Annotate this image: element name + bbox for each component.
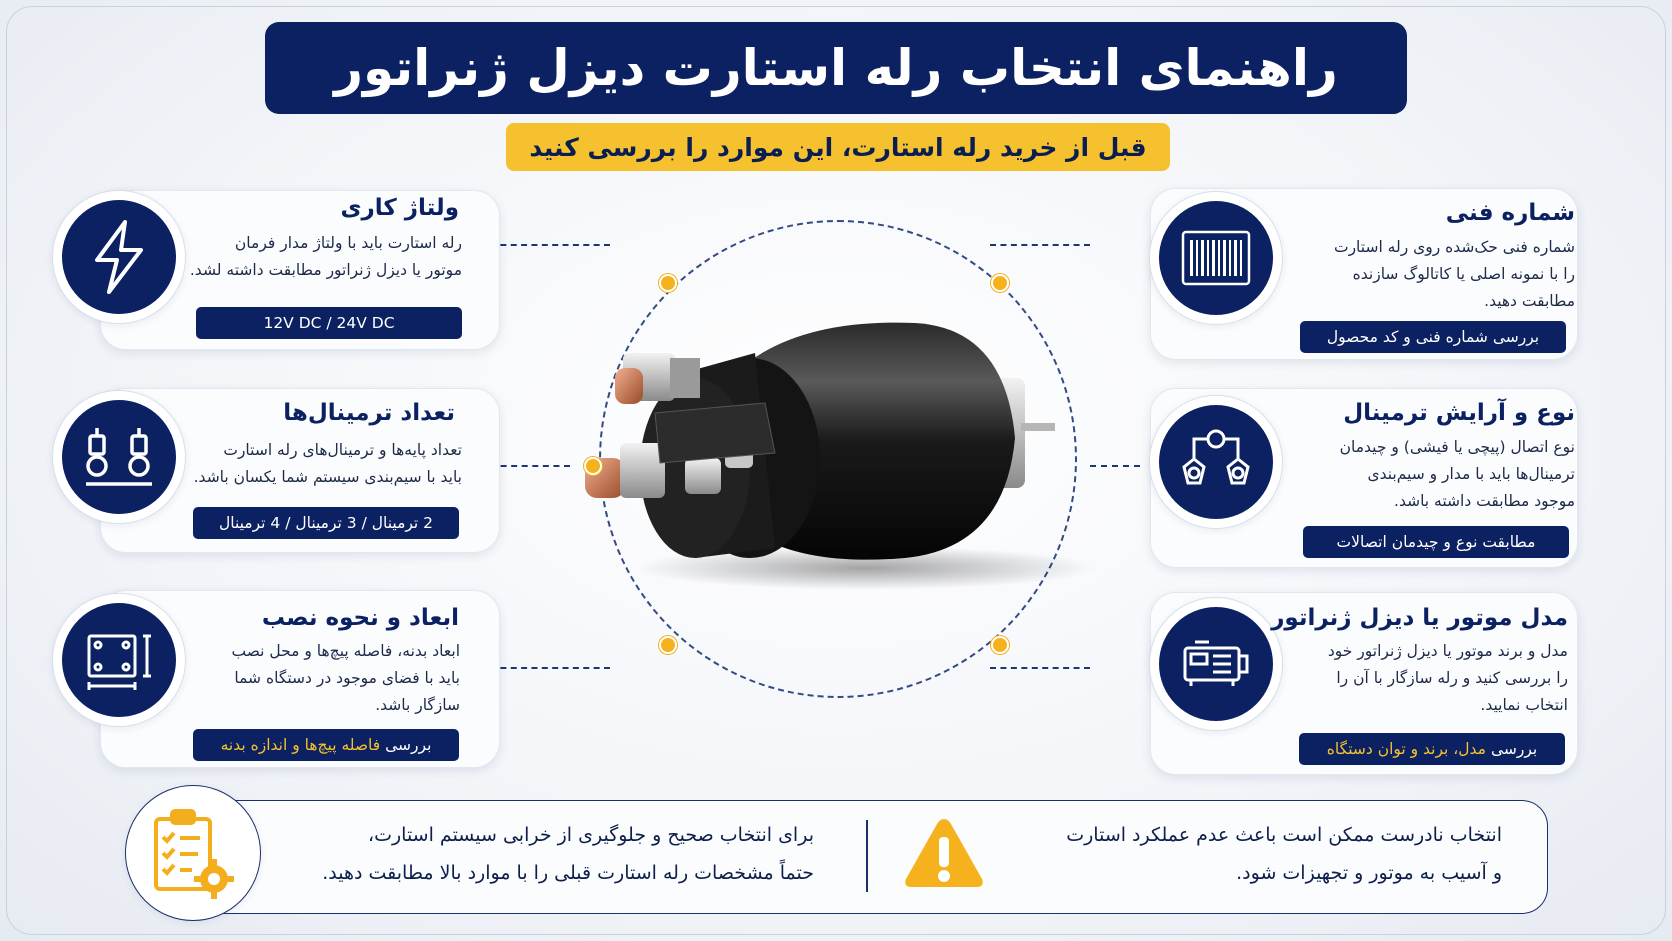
icon-ring [1149, 395, 1283, 529]
connector-line [490, 465, 570, 467]
generator-icon [1181, 638, 1251, 690]
spec-badge: بررسی فاصله پیچ‌ها و اندازه بدنه [193, 729, 459, 761]
connector-line [990, 244, 1090, 246]
card-title: ابعاد و نحوه نصب [261, 605, 459, 631]
page-title: راهنمای انتخاب رله استارت دیزل ژنراتور [334, 39, 1338, 97]
card-description: تعداد پایه‌ها و ترمینال‌های رله استارت باید با سیم‌بندی سیستم شما یکسان باشد. [193, 441, 462, 486]
connector-dot [991, 636, 1009, 654]
warning-icon [902, 815, 986, 891]
icon-ring [1149, 191, 1283, 325]
card-title: نوع و آرایش ترمینال [1343, 400, 1575, 426]
barcode-icon [1181, 230, 1251, 286]
card-description: شماره فنی حک‌شده روی رله استارت را با نمونه اصلی یا کاتالوگ سازنده مطابقت دهید. [1333, 238, 1575, 310]
connector-dot [659, 636, 677, 654]
card-title: شماره فنی [1445, 200, 1575, 226]
card-title: مدل موتور یا دیزل ژنراتور [1271, 605, 1568, 631]
card-description: نوع اتصال (پیچی یا فیشی) و چیدمان ترمینال‌ها باید با مدار و سیم‌بندی موجود مطابقت داشته باشد. [1339, 438, 1575, 510]
connector-dot [584, 457, 602, 475]
icon-ring [1149, 597, 1283, 731]
lightning-icon [89, 220, 149, 294]
card-title: ولتاژ کاری [340, 195, 459, 221]
spec-badge: 2 ترمینال / 3 ترمینال / 4 ترمینال [193, 507, 459, 539]
connection-icon [1180, 427, 1252, 497]
card-description: رله استارت باید با ولتاژ مدار فرمان موتور یا دیزل ژنراتور مطابقت داشته لشد. [189, 234, 462, 279]
connector-dot [659, 274, 677, 292]
tip-text: برای انتخاب صحیح و جلوگیری از خرابی سیستم استارت، حتماً مشخصات رله استارت قبلی را با موارد بالا مطابقت دهید. [322, 824, 814, 884]
connector-line [1090, 465, 1140, 467]
checklist-gear-icon [148, 807, 238, 899]
card-title: تعداد ترمینال‌ها [283, 400, 455, 426]
connector-line [490, 667, 610, 669]
spec-badge: بررسی مدل، برند و توان دستگاه [1299, 733, 1565, 765]
spec-badge: بررسی شماره فنی و کد محصول [1300, 321, 1566, 353]
spec-badge: مطابقت نوع و چیدمان اتصالات [1303, 526, 1569, 558]
connector-dot [991, 274, 1009, 292]
connector-line [990, 667, 1090, 669]
divider [866, 820, 868, 892]
checklist-ring [125, 785, 261, 921]
warning-text: انتخاب نادرست ممکن است باعث عدم عملکرد استارت و آسیب به موتور و تجهیزات شود. [1066, 824, 1502, 884]
connector-line [490, 244, 610, 246]
starter-solenoid-image [585, 318, 1105, 598]
title-banner [265, 22, 1407, 114]
page-subtitle: قبل از خرید رله استارت، این موارد را بررسی کنید [529, 132, 1147, 162]
card-description: مدل و برند موتور یا دیزل ژنراتور خود را بررسی کنید و رله سازگار با آن را انتخاب نمایید. [1327, 642, 1568, 714]
subtitle-banner [506, 123, 1170, 171]
card-description: ابعاد بدنه، فاصله پیچ‌ها و محل نصب باید با فضای موجود در دستگاه شما سازگار باشد. [231, 642, 460, 714]
spec-badge: 12V DC / 24V DC [196, 307, 462, 339]
